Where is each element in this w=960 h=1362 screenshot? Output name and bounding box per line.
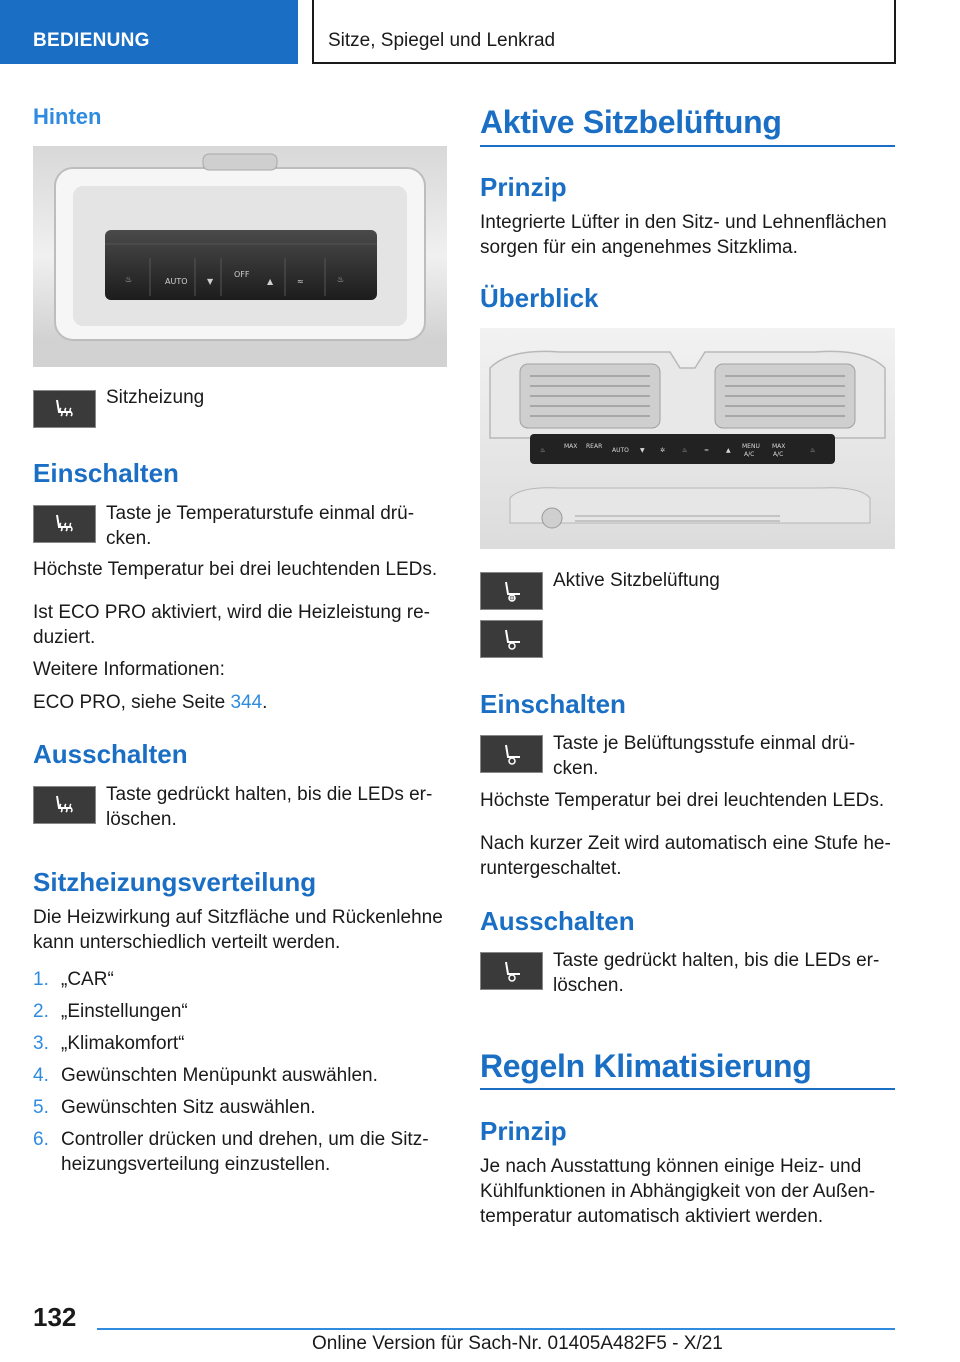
step-number: 6.: [33, 1129, 49, 1150]
seat-ventilation-icon-box-off: [480, 952, 543, 990]
step-text: Gewünschten Sitz auswählen.: [61, 1097, 316, 1118]
text-eco-pro-ref: [33, 690, 267, 715]
list-item: [33, 1127, 447, 1177]
svg-text:♨: ♨: [810, 447, 816, 454]
svg-text:✲: ✲: [660, 447, 666, 454]
text-nach-kurzer-zeit-2: runtergeschaltet.: [480, 858, 622, 879]
seat-ventilation-icon: [498, 578, 526, 604]
seat-ventilation-icon: [498, 626, 526, 652]
seat-ventilation-icon-box-2: [480, 620, 543, 658]
seat-heating-icon: [51, 792, 79, 818]
rule-aktive: [480, 145, 895, 147]
footer-online-version: Online Version für Sach-Nr. 01405A482F5 - X/21: [312, 1333, 723, 1354]
rule-regeln: [480, 1088, 895, 1090]
seat-ventilation-icon: [498, 958, 526, 984]
svg-text:▲: ▲: [726, 447, 731, 454]
seat-heating-icon: [51, 396, 79, 422]
svg-text:♨: ♨: [682, 447, 688, 454]
heading-einschalten-right: Einschalten: [480, 689, 626, 719]
text-einschalten-right-2: cken.: [553, 758, 599, 779]
front-panel-rear-label: REAR: [586, 443, 603, 450]
text-eco-pro-ref-prefix: ECO PRO, siehe Seite: [33, 692, 231, 713]
seat-ventilation-icon-box: [480, 572, 543, 610]
svg-text:▼: ▼: [640, 447, 645, 454]
text-einschalten-left-1: Taste je Temperaturstufe einmal drü-: [106, 503, 415, 524]
step-text: „CAR“: [61, 969, 114, 990]
page-number: 132: [33, 1302, 77, 1332]
rear-panel-auto-label: AUTO: [165, 277, 188, 286]
list-item: [33, 1063, 447, 1088]
svg-text:≈: ≈: [704, 447, 710, 454]
heading-regeln-klimatisierung: Regeln Klimatisierung: [480, 1048, 812, 1084]
front-panel-menu-ac-label: A/C: [744, 451, 755, 458]
text-hoechste-temp-left: Höchste Temperatur bei drei leuchtenden LEDs.: [33, 559, 438, 580]
header-section-label: BEDIENUNG: [33, 30, 150, 51]
step-text: „Klimakomfort“: [61, 1033, 185, 1054]
seat-ventilation-icon: [498, 741, 526, 767]
text-weitere-info: Weitere Informationen:: [33, 659, 225, 680]
heading-einschalten-left: Einschalten: [33, 458, 179, 488]
text-verteilung-2: kann unterschiedlich verteilt werden.: [33, 932, 341, 953]
heading-prinzip-1: Prinzip: [480, 172, 567, 202]
list-item: [33, 1031, 447, 1056]
front-panel-menu-label: MENU: [742, 443, 760, 450]
seat-heating-icon: [51, 511, 79, 537]
text-verteilung-1: Die Heizwirkung auf Sitzfläche und Rückenlehne: [33, 907, 443, 928]
heading-prinzip-2: Prinzip: [480, 1116, 567, 1146]
text-eco-pro-2: duziert.: [33, 627, 96, 648]
svg-text:♨: ♨: [125, 275, 133, 284]
step-number: 3.: [33, 1033, 49, 1054]
text-ausschalten-left-1: Taste gedrückt halten, bis die LEDs er-: [106, 784, 433, 805]
heading-aktive-sitzbelueftung: Aktive Sitzbelüftung: [480, 104, 782, 140]
front-panel-max-ac-label: A/C: [773, 451, 784, 458]
heading-sitzheizungsverteilung: Sitzheizungsverteilung: [33, 867, 317, 897]
text-einschalten-right-1: Taste je Belüftungsstufe einmal drü-: [553, 733, 856, 754]
photo-front-climate-panel: [480, 328, 895, 549]
heading-hinten: Hinten: [33, 104, 102, 129]
step-number: 1.: [33, 969, 49, 990]
text-einschalten-left-2: cken.: [106, 528, 152, 549]
step-text-continued: heizungsverteilung einzustellen.: [61, 1154, 331, 1175]
front-panel-auto-label: AUTO: [612, 447, 629, 454]
seat-ventilation-icon-box-on: [480, 735, 543, 773]
front-panel-max2-label: MAX: [772, 443, 786, 450]
list-item: [33, 999, 447, 1024]
rear-panel-off-label: OFF: [234, 270, 250, 279]
heading-ueberblick: Überblick: [480, 283, 599, 313]
label-sitzheizung: Sitzheizung: [106, 387, 205, 408]
svg-text:♨: ♨: [540, 447, 546, 454]
list-item: [33, 967, 447, 992]
list-verteilung-steps: [33, 967, 447, 1184]
text-ausschalten-left-2: löschen.: [106, 809, 177, 830]
text-hoechste-temp-right: Höchste Temperatur bei drei leuchtenden LEDs.: [480, 790, 885, 811]
step-text: „Einstellungen“: [61, 1001, 188, 1022]
text-prinzip-1: Integrierte Lüfter in den Sitz- und Lehnenflächen: [480, 212, 887, 233]
header-chapter-label: Sitze, Spiegel und Lenkrad: [328, 30, 556, 51]
text-regeln-3: temperatur automatisch aktiviert werden.: [480, 1206, 824, 1227]
text-eco-pro-1: Ist ECO PRO aktiviert, wird die Heizleistung re-: [33, 602, 431, 623]
header-chapter-box: [312, 0, 896, 64]
header-section-tab: [0, 0, 298, 64]
label-aktive-sitzbelueftung: Aktive Sitzbelüftung: [553, 570, 720, 591]
svg-text:≈: ≈: [297, 277, 304, 286]
text-regeln-1: Je nach Ausstattung können einige Heiz- und: [480, 1156, 862, 1177]
step-text: Gewünschten Menüpunkt auswählen.: [61, 1065, 378, 1086]
text-regeln-2: Kühlfunktionen in Abhängigkeit von der Außen-: [480, 1181, 876, 1202]
text-prinzip-2: sorgen für ein angenehmes Sitzklima.: [480, 237, 798, 258]
step-number: 5.: [33, 1097, 49, 1118]
svg-text:♨: ♨: [337, 275, 345, 284]
photo-rear-seat-heating-panel: [33, 146, 447, 367]
heading-ausschalten-right: Ausschalten: [480, 906, 635, 936]
link-page-344[interactable]: 344: [230, 692, 263, 713]
seat-heating-icon-box: [33, 390, 96, 428]
list-item: [33, 1095, 447, 1120]
front-panel-max-label: MAX: [564, 443, 578, 450]
text-eco-pro-ref-suffix: .: [262, 692, 268, 713]
svg-text:▼: ▼: [207, 277, 214, 286]
footer-rule: [97, 1328, 895, 1330]
step-number: 4.: [33, 1065, 49, 1086]
seat-heating-icon-box-off: [33, 786, 96, 824]
text-ausschalten-right-1: Taste gedrückt halten, bis die LEDs er-: [553, 950, 880, 971]
step-text: Controller drücken und drehen, um die Sitz-: [61, 1129, 429, 1150]
text-ausschalten-right-2: löschen.: [553, 975, 624, 996]
step-number: 2.: [33, 1001, 49, 1022]
svg-text:▲: ▲: [267, 277, 274, 286]
seat-heating-icon-box-on: [33, 505, 96, 543]
heading-ausschalten-left: Ausschalten: [33, 739, 188, 769]
text-nach-kurzer-zeit-1: Nach kurzer Zeit wird automatisch eine Stufe he-: [480, 833, 891, 854]
